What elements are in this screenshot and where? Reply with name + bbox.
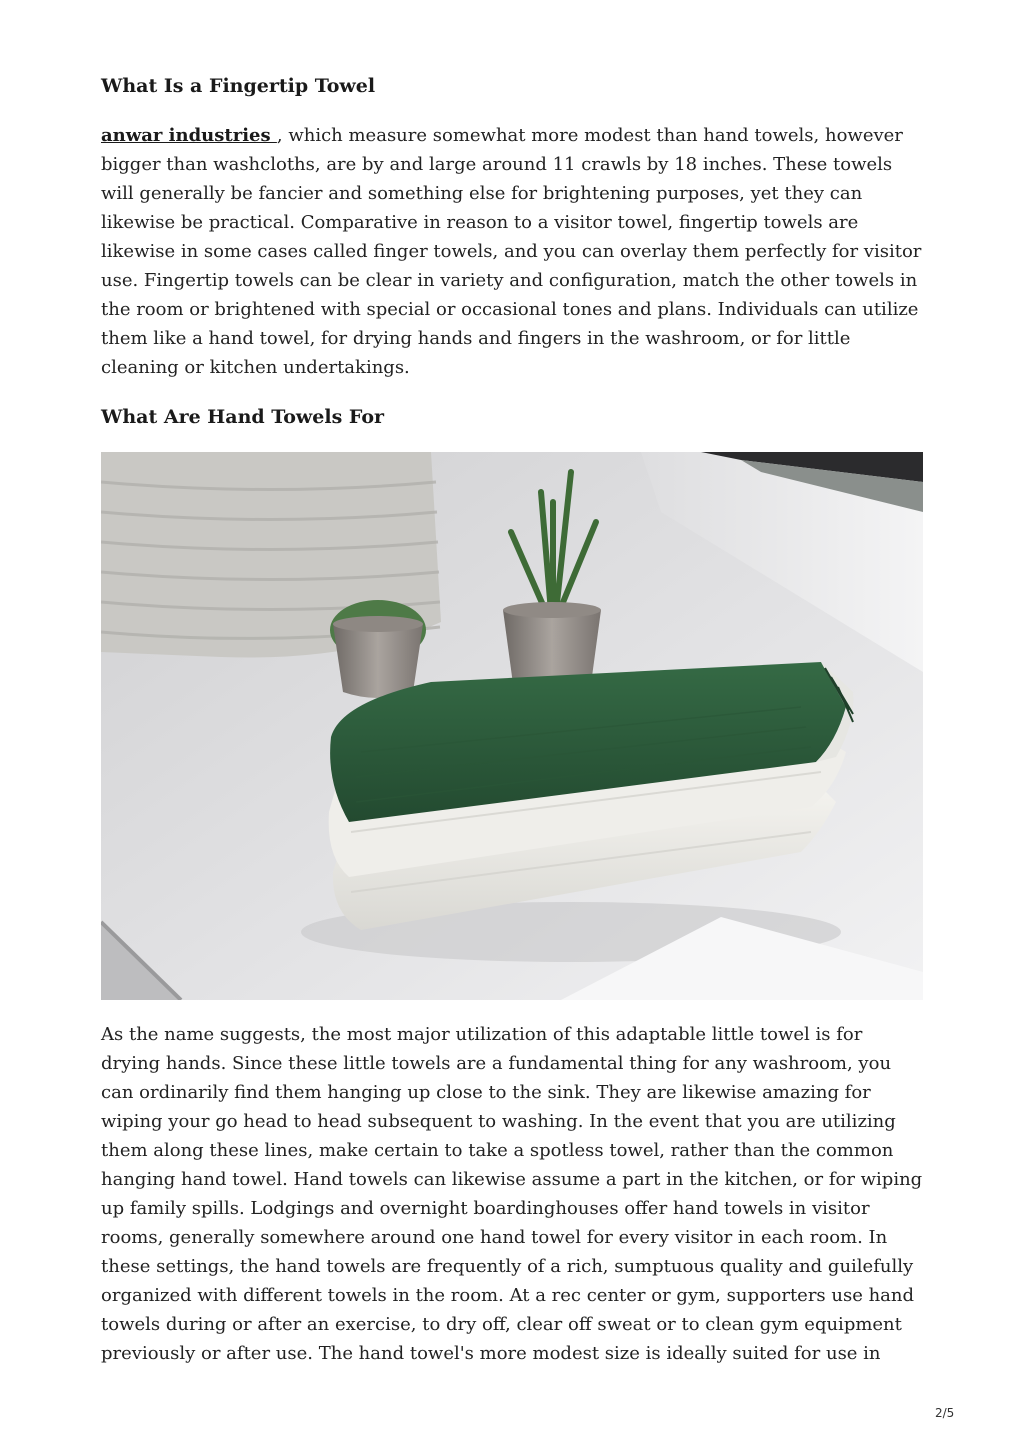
section-heading-fingertip-towel: What Is a Fingertip Towel — [101, 75, 376, 97]
anwar-industries-link[interactable]: anwar industries — [101, 125, 277, 146]
towels-photo-icon — [101, 452, 923, 1000]
paragraph-hand-towels: As the name suggests, the most major utilization of this adaptable little towel is for drying hands. Since these little towels are a fundamental thing for any washroom, you can ordinarily find them hanging up close to the sink. They are likewise amazing for wiping your go head to head subsequent to washing. In the event that you are utilizing them along these lines, make certain to take a spotless towel, rather than the common hanging hand towel. Hand towels can likewise assume a part in the kitchen, or for wiping up family spills. Lodgings and overnight boardinghouses offer hand towels in visitor rooms, generally somewhere around one hand towel for every visitor in each room. In these settings, the hand towels are frequently of a rich, sumptuous quality and guilefully organized with different towels in the room. At a rec center or gym, supporters use hand towels during or after an exercise, to dry off, clear off sweat or to clean gym equipment previously or after use. The hand towel's more modest size is ideally suited for use in — [101, 1024, 923, 1364]
paragraph-fingertip-body: , which measure somewhat more modest than hand towels, however bigger than washcloths, are by and large around 11 crawls by 18 inches. These towels will generally be fancier and something else for brightening purposes, yet they can likewise be practical. Comparative in reason to a visitor towel, fingertip towels are likewise in some cases called finger towels, and you can overlay them perfectly for visitor use. Fingertip towels can be clear in variety and configuration, match the other towels in the room or brightened with special or occasional tones and plans. Individuals can utilize them like a hand towel, for drying hands and fingers in the washroom, or for little cleaning or kitchen undertakings. — [101, 125, 922, 378]
section-heading-hand-towels: What Are Hand Towels For — [101, 406, 385, 428]
page-number: 2/5 — [935, 1406, 955, 1420]
paragraph-fingertip-towel — [101, 121, 923, 382]
